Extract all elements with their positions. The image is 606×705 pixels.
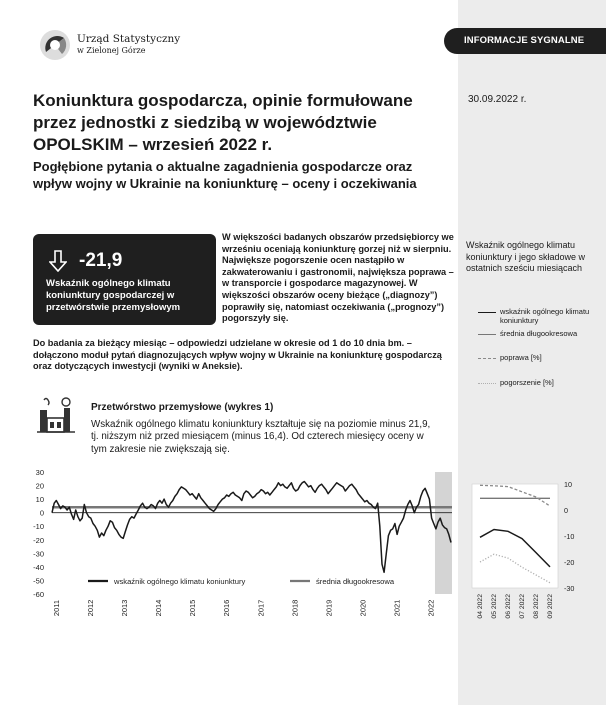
kpi-value: -21,9 <box>79 250 123 271</box>
x-tick-label: 2019 <box>324 599 334 617</box>
x-tick-label: 2020 <box>358 599 368 617</box>
side-legend-swatch <box>478 358 496 359</box>
summary-paragraph: W większości badanych obszarów przedsiębiorcy we wrześniu oceniają koniunkturę gorzej niż w sierpniu. Największe pogorszenie ocen nastąpiło w zakwaterowaniu i gastronomii, największa poprawa – w transporcie i gospodarce magazynowej. W większości obszarów oceny bieżące („diagnozy”) poprawiły się, natomiast oczekiwania („prognozy”) pogorszyły się. <box>222 232 454 324</box>
y-tick-label: -30 <box>33 549 44 559</box>
side-x-tick-label: 08 2022 <box>533 594 540 619</box>
side-y-tick-label: 10 <box>564 480 572 489</box>
x-tick-label: 2015 <box>188 599 198 617</box>
side-x-tick-label: 07 2022 <box>519 594 526 619</box>
side-x-tick-label: 06 2022 <box>505 594 512 619</box>
factory-icon <box>36 396 76 436</box>
arrow-down-icon <box>49 250 67 272</box>
section-text: Wskaźnik ogólnego klimatu koniunktury kształtuje się na poziomie minus 21,9, tj. niższym niż przed miesiącem (minus 16,4). Od czterech miesięcy oceny w tym zakresie nie zwiększają się. <box>91 419 431 455</box>
side-y-tick-label: 0 <box>564 506 568 515</box>
side-x-tick-label: 05 2022 <box>491 594 498 619</box>
side-legend-label: średnia długookresowa <box>500 329 578 338</box>
side-y-tick-label: -10 <box>564 532 575 541</box>
publication-date: 30.09.2022 r. <box>468 94 527 105</box>
x-tick-label: 2011 <box>52 599 61 617</box>
series-line-climate-index <box>52 482 451 573</box>
x-tick-label: 2012 <box>86 599 96 617</box>
side-legend-label: wskaźnik ogólnego klimatu koniunktury <box>500 307 590 325</box>
x-tick-label: 2013 <box>120 599 130 617</box>
side-legend-swatch <box>478 334 496 335</box>
office-name-line2: w Zielonej Górze <box>77 46 146 55</box>
highlight-region <box>435 472 452 594</box>
y-tick-label: -20 <box>33 535 44 545</box>
section-title: Przetwórstwo przemysłowe (wykres 1) <box>91 402 274 413</box>
side-legend-item <box>478 377 598 389</box>
x-tick-label: 2017 <box>256 599 266 617</box>
document-type-badge: INFORMACJE SYGNALNE <box>444 28 606 54</box>
side-legend-swatch <box>478 383 496 384</box>
y-tick-label: 20 <box>35 481 44 491</box>
y-tick-label: -40 <box>33 562 44 572</box>
side-y-tick-label: -30 <box>564 584 575 593</box>
y-tick-label: 0 <box>39 508 44 518</box>
y-tick-label: -10 <box>33 522 44 532</box>
side-legend-item <box>478 328 598 340</box>
x-tick-label: 2021 <box>392 599 402 617</box>
y-tick-label: 10 <box>35 495 44 505</box>
kpi-label: Wskaźnik ogólnego klimatu koniunktury gospodarczej w przetwórstwie przemysłowym <box>46 278 181 313</box>
side-legend-item <box>478 306 598 325</box>
side-y-tick-label: -20 <box>564 558 575 567</box>
legend-label-average: średnia długookresowa <box>316 577 395 586</box>
office-logo-icon <box>38 28 72 62</box>
side-legend-label: poprawa [%] <box>500 353 542 362</box>
x-tick-label: 2018 <box>290 599 300 617</box>
side-plot-area <box>472 484 558 588</box>
x-tick-label: 2014 <box>154 599 164 617</box>
page-title: Koniunktura gospodarcza, opinie formułowane przez jednostki z siedzibą w województwie OPOLSKIM – wrzesień 2022 r. <box>33 91 413 154</box>
side-chart <box>458 470 606 630</box>
y-tick-label: -50 <box>33 576 44 586</box>
side-legend-item <box>478 352 598 364</box>
main-chart <box>0 460 460 705</box>
side-x-tick-label: 09 2022 <box>547 594 554 619</box>
page-subtitle: Pogłębione pytania o aktualne zagadnienia gospodarcze oraz wpływ wojny w Ukrainie na koniunkturę – oceny i oczekiwania <box>33 159 417 191</box>
y-tick-label: 30 <box>35 468 44 477</box>
side-chart-title: Wskaźnik ogólnego klimatu koniunktury i jego składowe w ostatnich sześciu miesiącach <box>466 240 586 273</box>
side-legend-swatch <box>478 312 496 313</box>
side-legend-label: pogorszenie [%] <box>500 378 554 387</box>
survey-note-paragraph: Do badania za bieżący miesiąc – odpowiedzi udzielane w okresie od 1 do 10 dnia bm. – dołączono moduł pytań diagnozujących wpływ wojny w Ukrainie na koniunkturę gospodarczą oraz dotyczących inwestycji (wyniki w Aneksie). <box>33 338 442 372</box>
office-name-line1: Urząd Statystyczny <box>77 33 181 45</box>
office-name <box>77 33 180 57</box>
y-tick-label: -60 <box>33 590 44 599</box>
x-tick-label: 2016 <box>222 599 232 617</box>
x-tick-label: 2022 <box>426 599 436 617</box>
side-x-tick-label: 04 2022 <box>477 594 484 619</box>
legend-label-climate-index: wskaźnik ogólnego klimatu koniunktury <box>114 577 246 586</box>
kpi-box <box>33 234 216 325</box>
